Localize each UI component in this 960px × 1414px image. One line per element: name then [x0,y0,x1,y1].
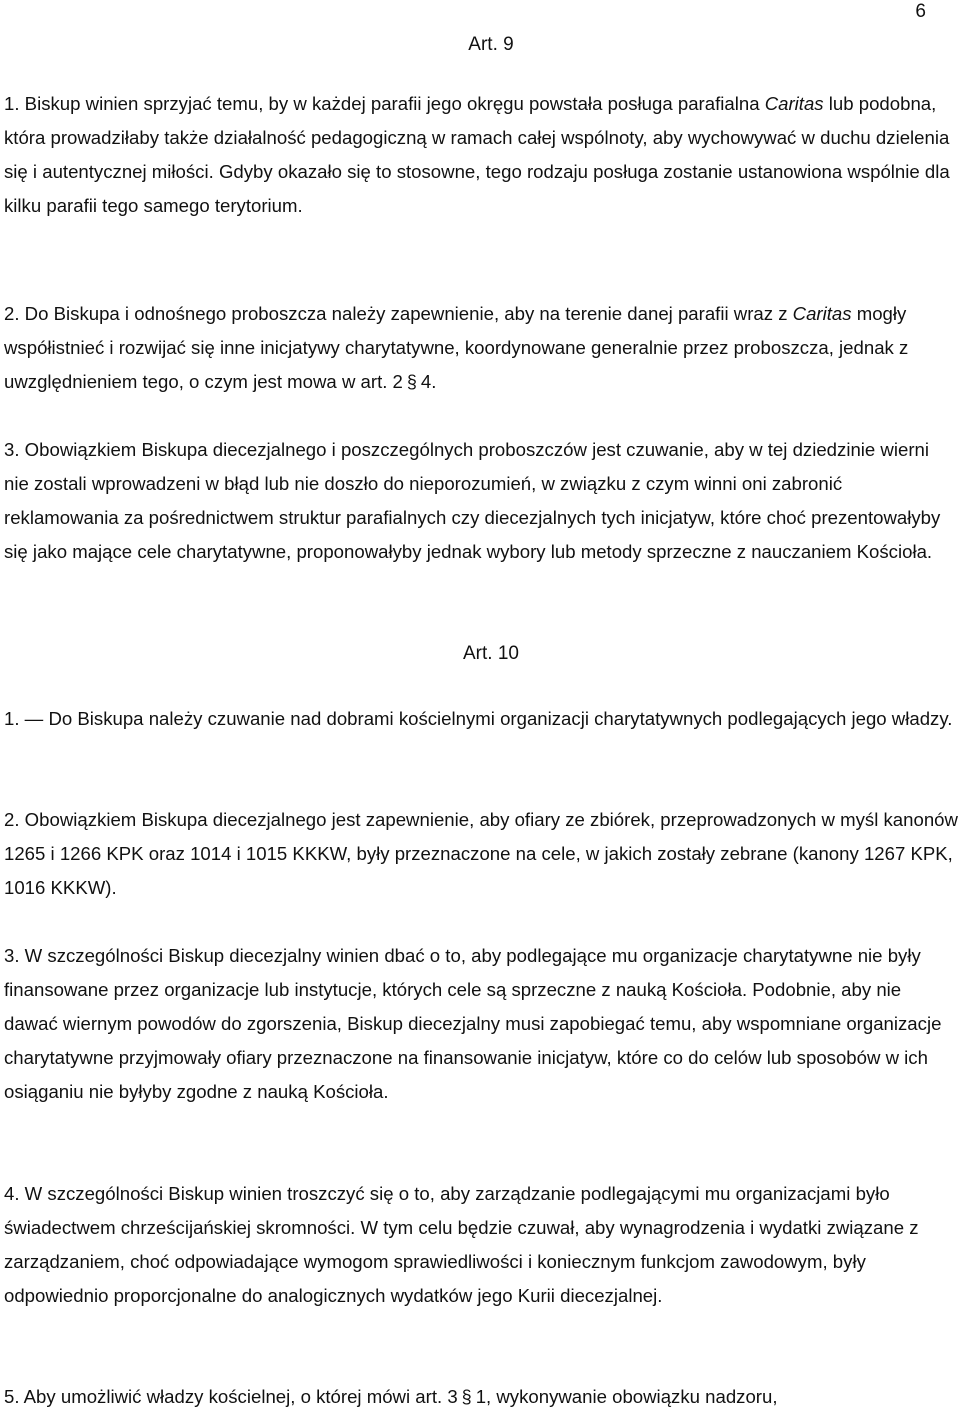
paragraph-text: Aby umożliwić władzy kościelnej, o której mówi art. 3 [19,1386,458,1407]
page-number: 6 [915,1,926,22]
paragraph-text: 1, wykonywanie obowiązku nadzoru, [475,1386,778,1407]
paragraph-text: 4. [420,371,437,392]
paragraph-text: W szczególności Biskup diecezjalny winien dbać o to, aby podlegające mu organizacje charytatywne nie były finansowane przez organizacje lub instytucje, których cele są sprzeczne z nauką Kościoła. Podobnie, aby nie dawać wiernym powodów do zgorszenia, Biskup diecezjalny musi zapobiegać temu, aby wspomniane organizacje charytatywne przyjmowały ofiary przeznaczone na finansowanie inicjatyw, które co do celów lub sposobów w ich osiąganiu nie byłyby zgodne z nauką Kościoła. [4,945,942,1102]
article-heading-9: Art. 9 [468,34,514,55]
paragraph-number: 1. [4,93,20,114]
paragraph-number: 4. [4,1183,20,1204]
art10-paragraph-3 [4,939,958,1109]
caritas-term: Caritas [764,93,824,114]
paragraph-text: W szczególności Biskup winien troszczyć się o to, aby zarządzanie podlegającymi mu organizacjami było świadectwem chrześcijańskiej skromności. W tym celu będzie czuwał, aby wynagrodzenia i wydatki związane z zarządzaniem, choć odpowiadające wymogom sprawiedliwości i koniecznym funkcjom zawodowym, były odpowiednio proporcjonalne do analogicznych wydatków jego Kurii diecezjalnej. [4,1183,919,1306]
art9-paragraph-3 [4,433,958,569]
art10-paragraph-2 [4,803,958,905]
paragraph-text: Biskup winien sprzyjać temu, by w każdej parafii jego okręgu powstała posługa parafialna [19,93,765,114]
paragraph-number: 5. [4,1386,20,1407]
article-heading-10: Art. 10 [463,643,519,664]
art10-paragraph-4 [4,1177,958,1313]
paragraph-number: 2. [4,303,20,324]
caritas-term: Caritas [792,303,852,324]
section-sign: § [461,1387,472,1407]
paragraph-text: Obowiązkiem Biskupa diecezjalnego i poszczególnych proboszczów jest czuwanie, aby w tej dziedzinie wierni nie zostali wprowadzeni w błąd lub nie doszło do nieporozumień, w związku z czym winni oni zabronić reklamowania za pośrednictwem struktur parafialnych czy diecezjalnych tych inicjatyw, które choć prezentowałyby się jako mające cele charytatywne, proponowałyby jednak wybory lub metody sprzeczne z nauczaniem Kościoła. [4,439,941,562]
paragraph-text: — Do Biskupa należy czuwanie nad dobrami kościelnymi organizacji charytatywnych podlegających jego władzy. [19,708,953,729]
paragraph-text: lub podobna, która prowadziłaby także działalność pedagogiczną w ramach całej wspólnoty, aby wychowywać w duchu dzielenia się i autentycznej miłości. Gdyby okazało się to stosowne, tego rodzaju posługa zostanie ustanowiona wspólnie dla kilku parafii tego samego terytorium. [4,93,950,216]
paragraph-number: 1. [4,708,20,729]
paragraph-number: 3. [4,439,20,460]
paragraph-text: Do Biskupa i odnośnego proboszcza należy zapewnienie, aby na terenie danej parafii wraz z [19,303,793,324]
art9-paragraph-1 [4,87,958,223]
art10-paragraph-5 [4,1380,958,1414]
paragraph-text: mogły współistnieć i rozwijać się inne inicjatywy charytatywne, koordynowane generalnie przez proboszcza, jednak z uwzględnieniem tego, o czym jest mowa w art. 2 [4,303,909,392]
section-sign: § [406,372,417,392]
art9-paragraph-2 [4,297,958,399]
art10-paragraph-1 [4,702,958,736]
paragraph-text: Obowiązkiem Biskupa diecezjalnego jest zapewnienie, aby ofiary ze zbiórek, przeprowadzonych w myśl kanonów 1265 i 1266 KPK oraz 1014 i 1015 KKKW, były przeznaczone na cele, w jakich zostały zebrane (kanony 1267 KPK, 1016 KKKW). [4,809,958,898]
paragraph-number: 2. [4,809,20,830]
paragraph-number: 3. [4,945,20,966]
